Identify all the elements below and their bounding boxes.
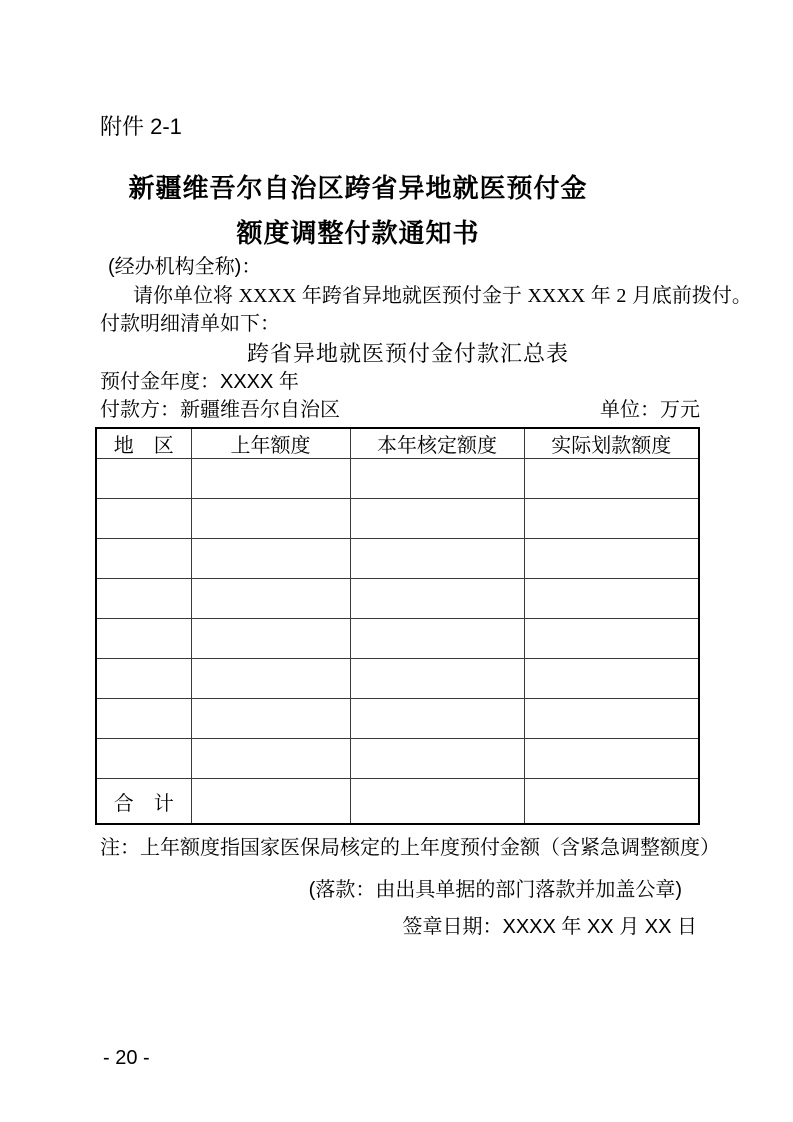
table-cell bbox=[524, 779, 699, 825]
total-label-cell: 合 计 bbox=[96, 779, 191, 825]
table-row bbox=[96, 459, 699, 499]
table-cell bbox=[96, 579, 191, 619]
table-cell bbox=[191, 499, 350, 539]
header-current-year-quota: 本年核定额度 bbox=[350, 428, 524, 459]
table-cell bbox=[350, 579, 524, 619]
table-cell bbox=[524, 539, 699, 579]
sign-date: 签章日期：XXXX 年 XX 月 XX 日 bbox=[402, 916, 697, 938]
body-seg4: 月底前拨付。 bbox=[626, 285, 752, 307]
table-cell bbox=[524, 619, 699, 659]
table-cell bbox=[96, 659, 191, 699]
table-cell bbox=[96, 739, 191, 779]
body-year1: XXXX bbox=[238, 285, 297, 307]
body-paragraph bbox=[133, 284, 752, 308]
table-row bbox=[96, 499, 699, 539]
payment-summary-table bbox=[95, 427, 700, 825]
footnote: 注：上年额度指国家医保局核定的上年度预付金额（含紧急调整额度） bbox=[100, 837, 720, 859]
table-cell bbox=[350, 699, 524, 739]
body-seg2: 年跨省异地就医预付金于 bbox=[296, 285, 528, 307]
body-seg3: 年 bbox=[585, 285, 617, 307]
table-cell bbox=[191, 579, 350, 619]
table-cell bbox=[96, 619, 191, 659]
table-cell bbox=[96, 539, 191, 579]
unit-label: 单位：万元 bbox=[600, 399, 700, 421]
table-cell bbox=[524, 659, 699, 699]
body-seg1: 请你单位将 bbox=[133, 285, 239, 307]
table-cell bbox=[191, 779, 350, 825]
payer-unit-row bbox=[100, 398, 700, 422]
document-title-line1: 新疆维吾尔自治区跨省异地就医预付金 bbox=[128, 173, 588, 203]
table-cell bbox=[524, 699, 699, 739]
table-cell bbox=[350, 779, 524, 825]
table-cell bbox=[350, 499, 524, 539]
table-cell bbox=[524, 459, 699, 499]
table-row bbox=[96, 659, 699, 699]
table-cell bbox=[524, 579, 699, 619]
payer-label: 付款方：新疆维吾尔自治区 bbox=[100, 399, 340, 421]
detail-intro: 付款明细清单如下： bbox=[100, 313, 280, 335]
table-cell bbox=[524, 739, 699, 779]
table-row bbox=[96, 739, 699, 779]
table-row bbox=[96, 619, 699, 659]
attachment-label: 附件 2-1 bbox=[100, 114, 182, 139]
agency-label: (经办机构全称)： bbox=[108, 256, 262, 278]
table-row bbox=[96, 699, 699, 739]
header-actual-transfer: 实际划款额度 bbox=[524, 428, 699, 459]
table-cell bbox=[350, 659, 524, 699]
table-cell bbox=[191, 699, 350, 739]
body-year2: XXXX bbox=[527, 285, 586, 307]
table-row bbox=[96, 579, 699, 619]
header-last-year-quota: 上年额度 bbox=[191, 428, 350, 459]
table-cell bbox=[191, 659, 350, 699]
table-cell bbox=[350, 619, 524, 659]
table-cell bbox=[191, 619, 350, 659]
table-cell bbox=[191, 539, 350, 579]
signoff-note: (落款：由出具单据的部门落款并加盖公章) bbox=[308, 879, 682, 901]
table-cell bbox=[524, 499, 699, 539]
table-row bbox=[96, 539, 699, 579]
table-cell bbox=[350, 459, 524, 499]
table-title: 跨省异地就医预付金付款汇总表 bbox=[246, 341, 569, 366]
body-month: 2 bbox=[616, 285, 627, 307]
table-total-row bbox=[96, 779, 699, 825]
prepay-year-line: 预付金年度：XXXX 年 bbox=[100, 371, 299, 393]
table-cell bbox=[191, 459, 350, 499]
document-title-line2: 额度调整付款通知书 bbox=[236, 218, 480, 248]
table-cell bbox=[96, 699, 191, 739]
table-cell bbox=[350, 739, 524, 779]
header-region: 地 区 bbox=[96, 428, 191, 459]
document-title bbox=[100, 166, 616, 256]
table-cell bbox=[191, 739, 350, 779]
page-number: - 20 - bbox=[103, 1047, 150, 1069]
table-cell bbox=[350, 539, 524, 579]
table-cell bbox=[96, 459, 191, 499]
table-header-row bbox=[96, 428, 699, 459]
table-cell bbox=[96, 499, 191, 539]
